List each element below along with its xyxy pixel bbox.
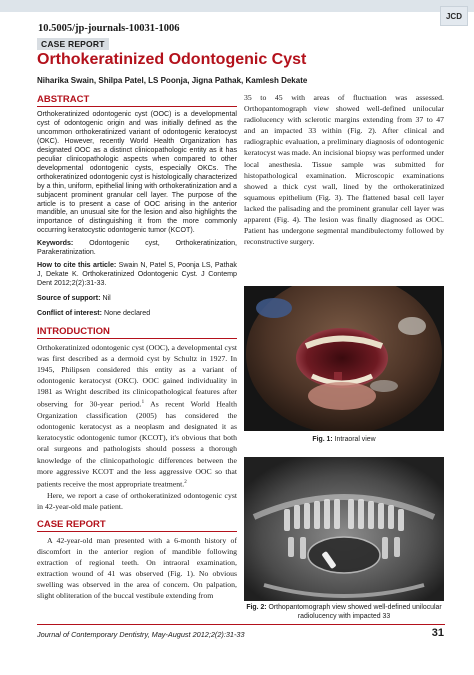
citation-label: How to cite this article: (37, 261, 117, 270)
citation-value: Swain N, Patel S, Poonja LS, Pathak J, Dekate K. Orthokeratinized Odontogenic Cyst. J Contemp Dent 2012;2(2):31-33. (37, 261, 237, 288)
intro-text-a: Orthokeratinized odontogenic cyst (OOC), a developmental cyst was first described as a dermoid cyst by Schultz in 1927. In 1945, Philipsen considered this entity as a variant of odontogenic keratocyst (OKC). OOC gained individuality in 1981 as Wright described its clinicopathological features after observing for 30-year period. (37, 343, 237, 410)
introduction-paragraph-2: Here, we report a case of orthokeratinized odontogenic cyst in 42-year-old male patient. (37, 491, 237, 512)
footer-divider (37, 624, 445, 625)
intraoral-illustration (244, 286, 444, 431)
journal-citation-footer: Journal of Contemporary Dentistry, May-August 2012;2(2):31-33 (37, 630, 245, 639)
introduction-paragraph-1 (37, 342, 237, 489)
citation-ref-2[interactable]: 2 (184, 479, 187, 485)
conflict-label: Conflict of interest: (37, 309, 103, 318)
conflict-of-interest (37, 309, 237, 318)
right-column (244, 92, 444, 248)
intro-text-b: As recent World Health Organization classification (2005) has considered the odontogenic keratocyst as a neoplasm and designated it as keratocystic odontogenic tumor (KCOT), it's obvious that both oral surgeons and pathologists should possess a thorough knowledge of the clinicopathologic differences between the more aggressive KCOT and the less aggressive OOC so that patients receive the most appropriate treatment. (37, 400, 237, 489)
author-list: Niharika Swain, Shilpa Patel, LS Poonja, Jigna Pathak, Kamlesh Dekate (37, 76, 308, 85)
page-number: 31 (431, 627, 444, 639)
figure-1-label: Fig. 1: (312, 436, 333, 443)
abstract-text: Orthokeratinized odontogenic cyst (OOC) is a developmental cyst of odontogenic origin and was initially defined as the uncommon orthokeratinized variant of odontogenic keratocyst (OKC). However, recently World Health Organization has designated OOC as a distinct clinicopathologic entity as it has peculiar clinicopathologic aspects when compared to other developmental odontogenic cysts, especially OKCs. The orthokeratinized odontogenic cyst is histologically characterized by a thin, uniform, epithelial lining with orthokeratinization and a subjacent prominent granular cell layer. The purpose of the article is to present a case of OOC arising in the anterior mandible, an unusual site for the lesion and also highlights the importance of distinguishing it from the more commonly occurring keratocystic odontogenic tumor (KCOT). (37, 110, 237, 235)
figure-2-label: Fig. 2: (246, 604, 267, 611)
journal-tag: JCD (440, 6, 468, 26)
citation-ref-1[interactable]: 1 (141, 400, 145, 406)
support-label: Source of support: (37, 294, 101, 303)
case-report-heading: CASE REPORT (37, 519, 237, 532)
support-value: Nil (102, 294, 111, 303)
figure-1-text: Intraoral view (334, 436, 376, 443)
abstract-heading: ABSTRACT (37, 94, 237, 107)
orthopantomograph-image (244, 457, 444, 601)
case-report-continued: 35 to 45 with areas of fluctuation was assessed. Orthopantomograph view showed well-defined unilocular radiolucency with sclerotic margins extending from 37 to 47 and an impacted 33 within (Fig. 2). After clinical and radiographic evaluation, a preliminary diagnosis of odontogenic keratocyst was made. An incisional biopsy was performed under local anesthesia. Tissue sample was submitted for histopathological examination. Microscopic examinations showed a thick cyst wall, lined by the orthokeratinized squamous epithelium (Fig. 3). The flattened basal cell layer lacked the palisading and the prominent granular cell layer was apparent (Fig. 4). The lesion was finally diagnosed as OOC. Patient has undergone segmental mandibulectomy followed by reconstructive surgery. (244, 93, 444, 247)
figure-2-caption (244, 604, 444, 622)
figure-2-text: Orthopantomograph view showed well-defined unilocular radiolucency with impacted 33 (268, 604, 442, 620)
source-of-support (37, 294, 237, 303)
case-report-paragraph-1: A 42-year-old man presented with a 6-month history of discomfort in the anterior region of mandible following extraction of regional teeth. On intraoral examination, extraction wound of 41 was observed (Fig. 1). No obvious swelling was observed in the area of concern. On palpation, slight obliteration of the buccal vestibule extending from (37, 535, 237, 601)
figure-1-caption (244, 436, 444, 445)
keywords-label: Keywords: (37, 239, 74, 248)
citation (37, 261, 237, 288)
header-band (0, 0, 474, 12)
left-column (37, 94, 237, 602)
article-type-badge: CASE REPORT (37, 38, 109, 50)
keywords (37, 239, 237, 257)
introduction-heading: INTRODUCTION (37, 326, 237, 339)
intraoral-photo (244, 286, 444, 431)
keywords-value: Odontogenic cyst, Orthokeratinization, Parakeratinization. (37, 239, 237, 257)
conflict-value: None declared (104, 309, 151, 318)
article-title: Orthokeratinized Odontogenic Cyst (37, 51, 307, 68)
radiograph-illustration (244, 457, 444, 601)
doi[interactable]: 10.5005/jp-journals-10031-1006 (38, 23, 180, 34)
